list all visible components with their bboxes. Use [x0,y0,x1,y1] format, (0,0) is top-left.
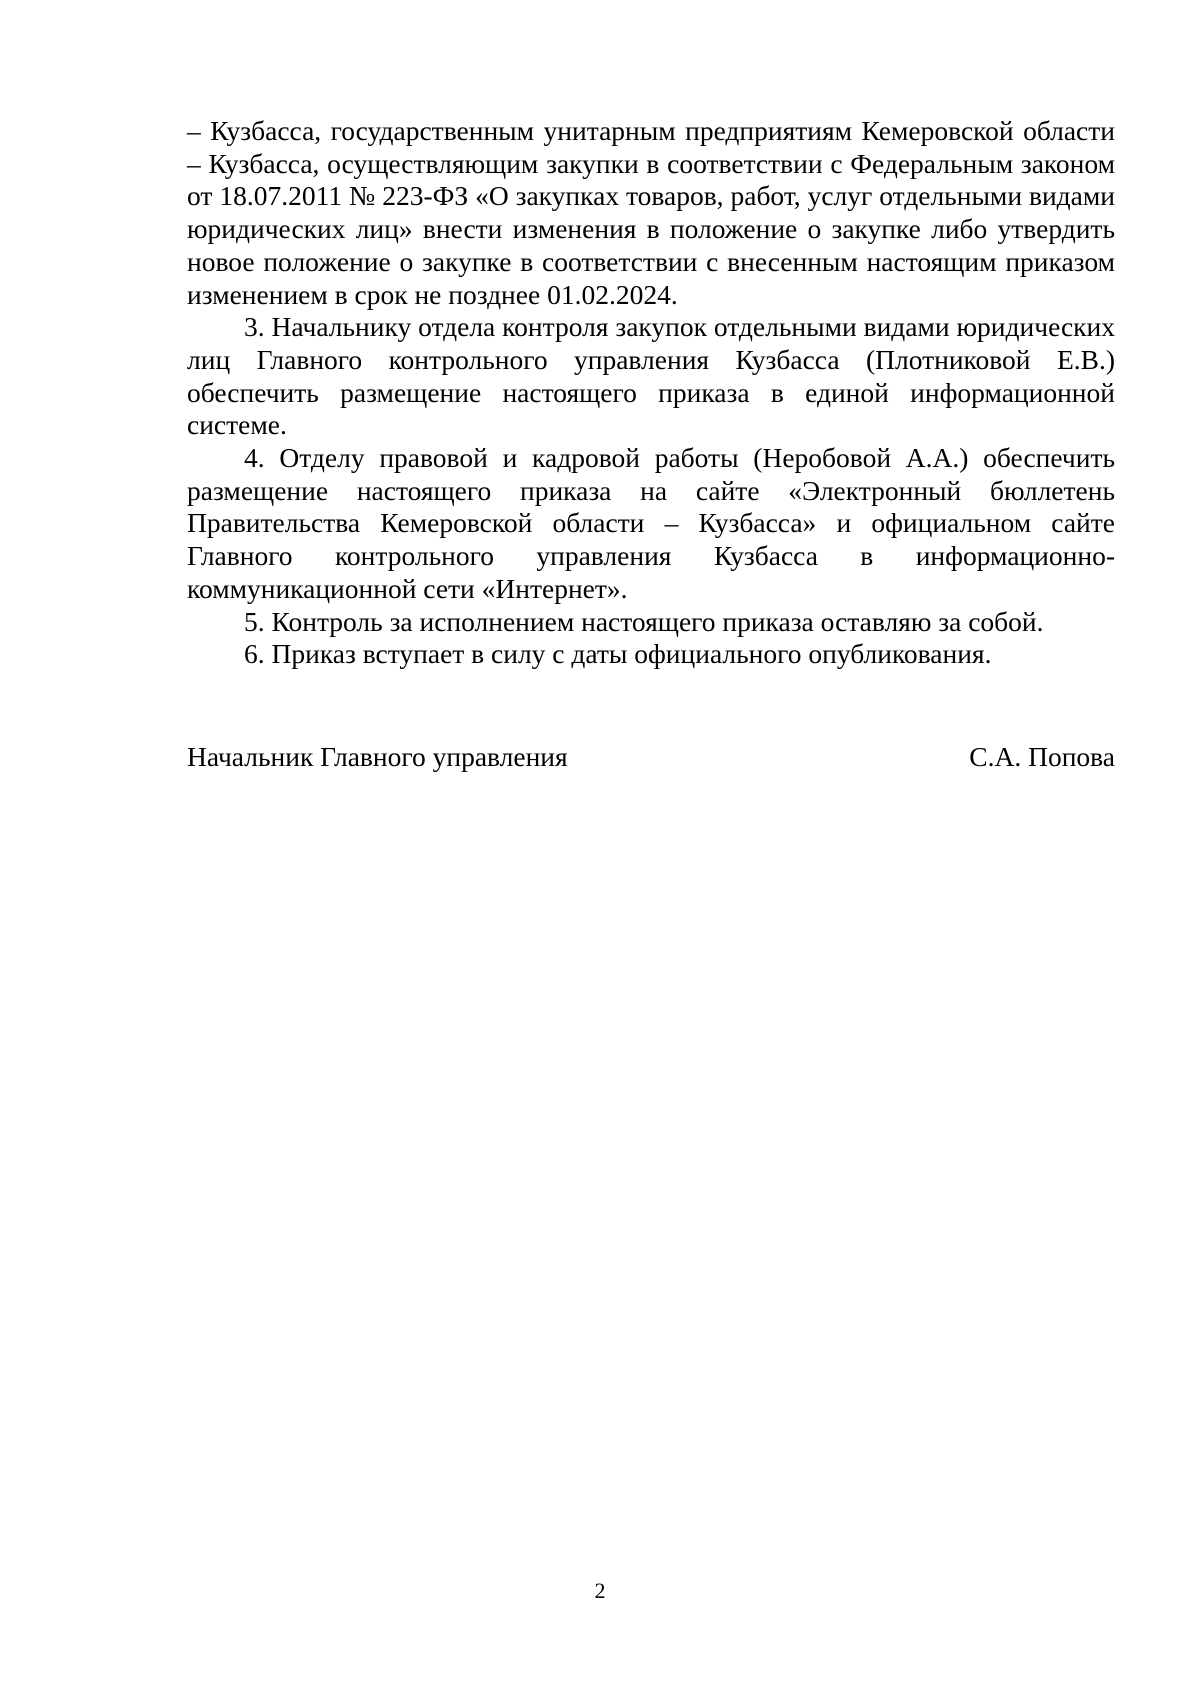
paragraph-item-3: 3. Начальнику отдела контроля закупок отдельными видами юридических лиц Главного контрольного управления Кузбасса (Плотниковой Е.В.) обеспечить размещение настоящего приказа в единой информационной системе. [187,311,1115,441]
paragraph-item-4: 4. Отделу правовой и кадровой работы (Неробовой А.А.) обеспечить размещение настоящего приказа на сайте «Электронный бюллетень Правительства Кемеровской области – Кузбасса» и официальном сайте Главного контрольного управления Кузбасса в информационно-коммуникационной сети «Интернет». [187,442,1115,604]
paragraph-item-6: 6. Приказ вступает в силу с даты официального опубликования. [244,638,992,670]
signatory-name: С.А. Попова [969,741,1115,772]
signatory-position: Начальник Главного управления [187,741,568,772]
paragraph-continuation: – Кузбасса, государственным унитарным предприятиям Кемеровской области – Кузбасса, осуществляющим закупки в соответствии с Федеральным законом от 18.07.2011 № 223-ФЗ «О закупках товаров, работ, услуг отдельными видами юридических лиц» внести изменения в положение о закупке либо утвердить новое положение о закупке в соответствии с внесенным настоящим приказом изменением в срок не позднее 01.02.2024. [187,115,1115,310]
signature-block [187,740,1115,773]
document-body [187,115,1115,671]
page-number: 2 [594,1578,606,1603]
paragraph-item-5: 5. Контроль за исполнением настоящего приказа оставляю за собой. [244,605,1044,637]
